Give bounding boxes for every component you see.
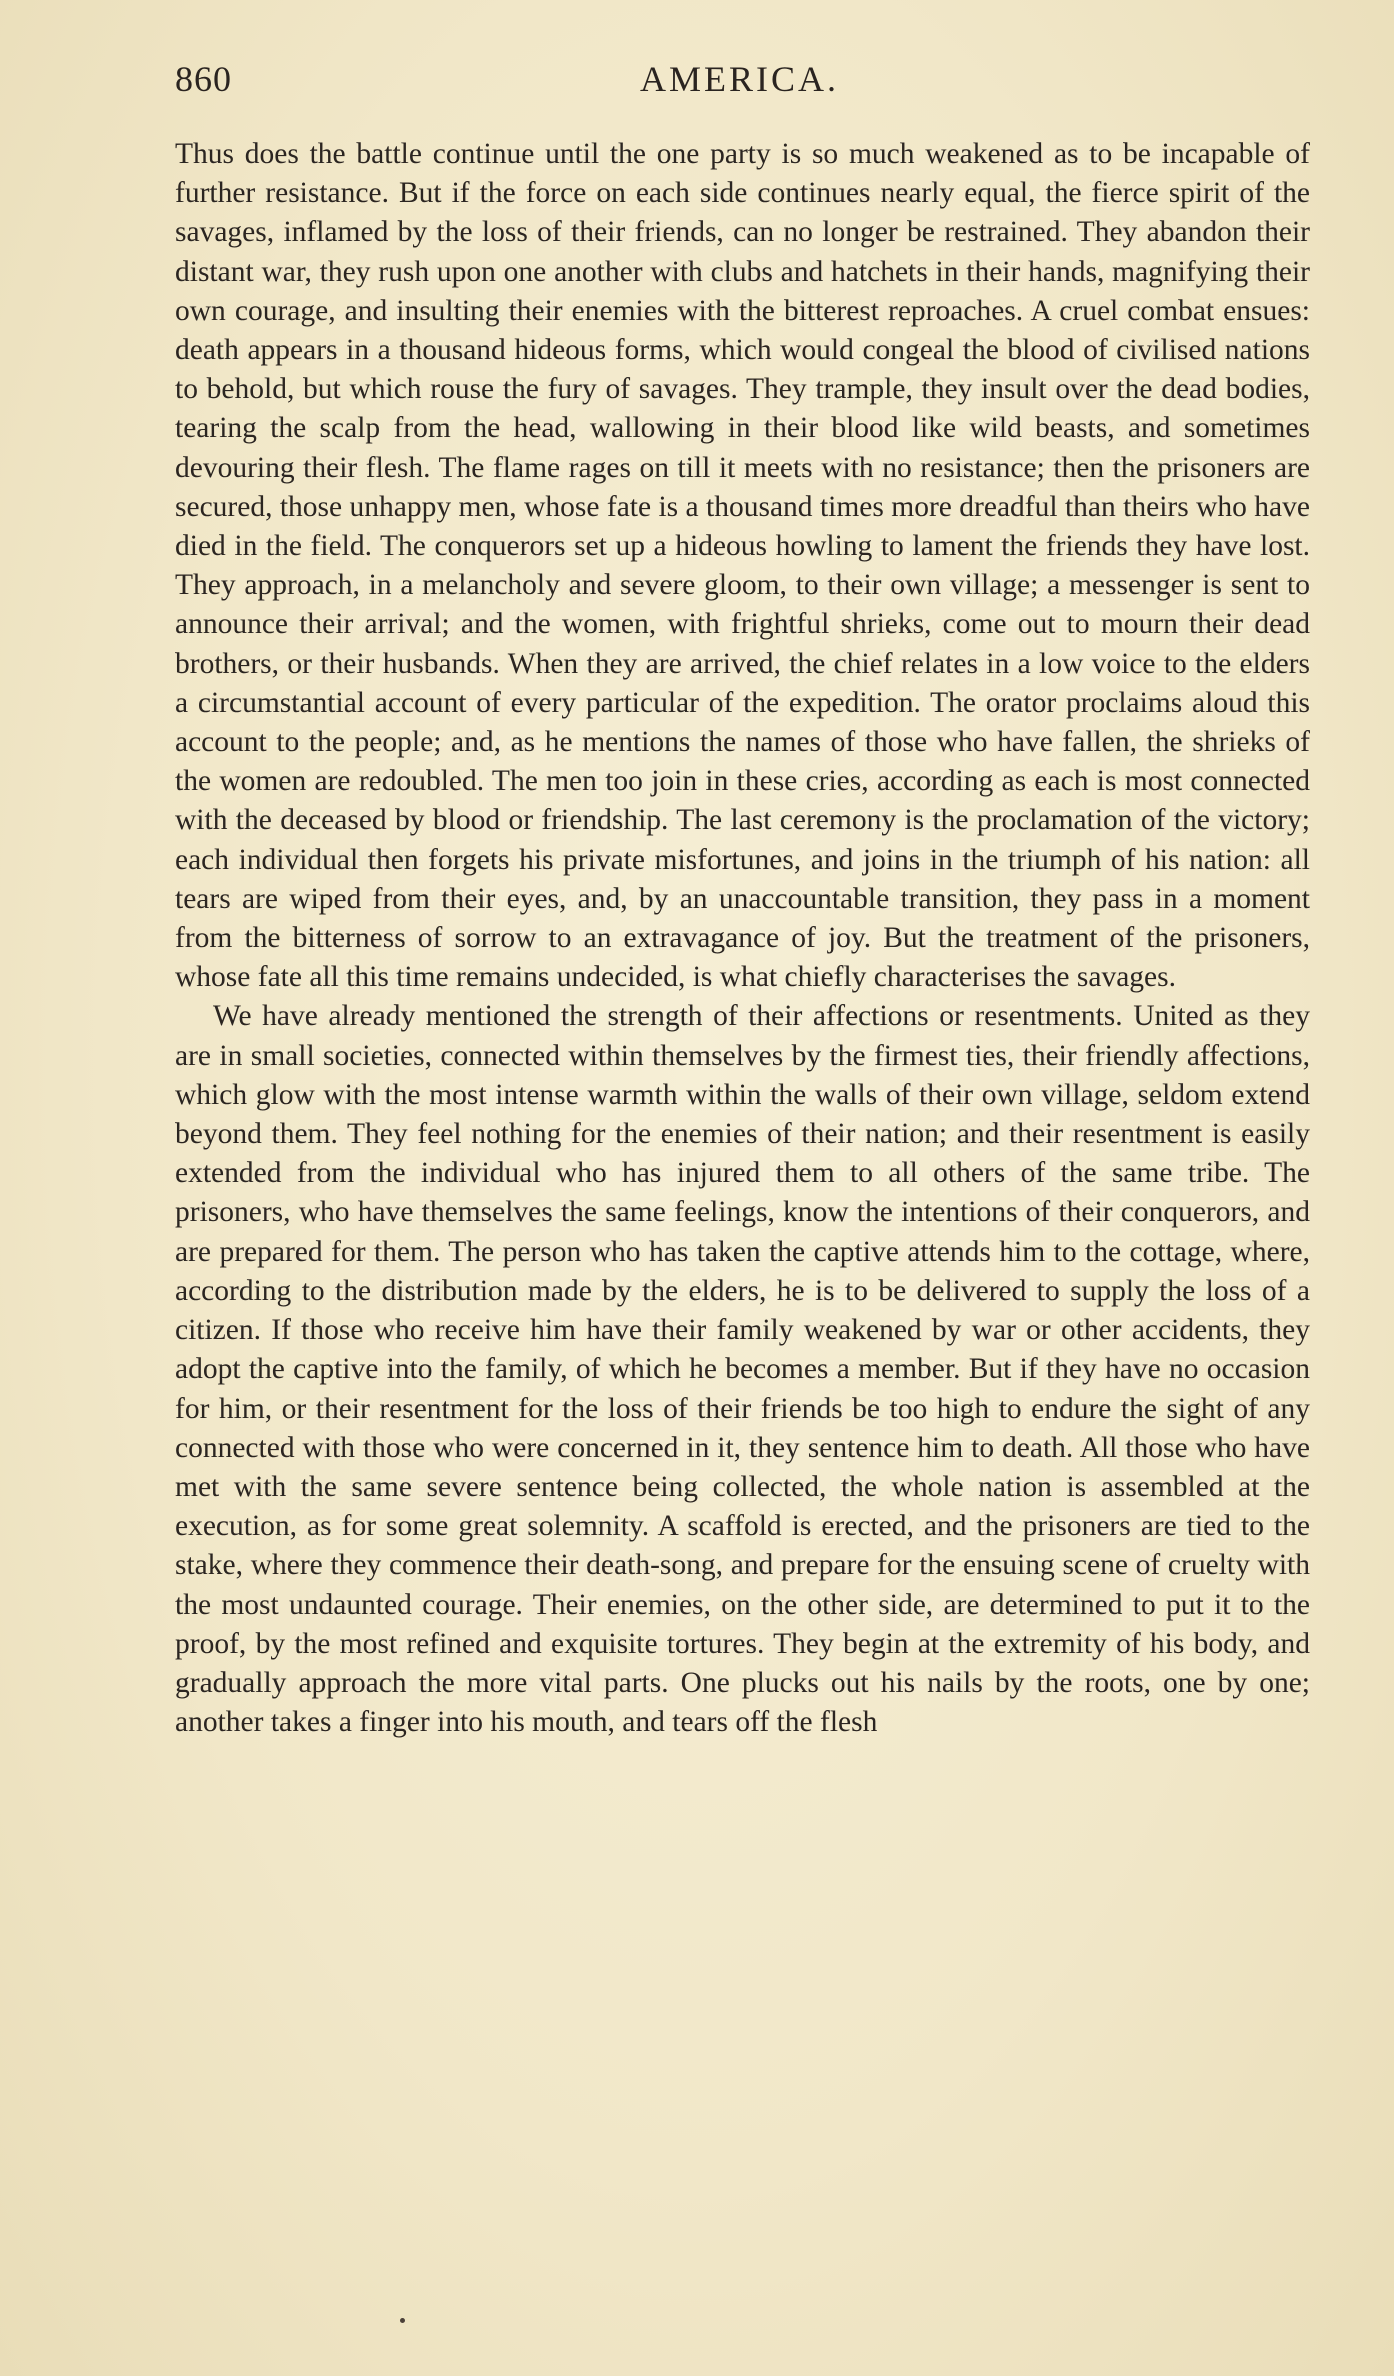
paragraph-battle: Thus does the battle continue until the one party is so much weakened as to be incapable of further resistance. But if the force on each side continues nearly equal, the fierce spirit of the savages, inflamed by the loss of their friends, can no longer be restrained. They abandon their distant war, they rush upon one another with clubs and hatchets in their hands, magnifying their own courage, and insulting their enemies with the bitterest reproaches. A cruel combat ensues: death appears in a thousand hideous forms, which would congeal the blood of civilised nations to behold, but which rouse the fury of savages. They trample, they insult over the dead bodies, tearing the scalp from the head, wallowing in their blood like wild beasts, and sometimes devouring their flesh. The flame rages on till it meets with no resistance; then the prisoners are secured, those unhappy men, whose fate is a thousand times more dreadful than theirs who have died in the field. The conquerors set up a hideous howling to lament the friends they have lost. They approach, in a melancholy and severe gloom, to their own village; a messenger is sent to announce their arrival; and the women, with frightful shrieks, come out to mourn their dead brothers, or their husbands. When they are arrived, the chief relates in a low voice to the elders a circumstantial account of every particular of the expedition. The orator proclaims aloud this account to the people; and, as he mentions the names of those who have fallen, the shrieks of the women are redoubled. The men too join in these cries, according as each is most connected with the deceased by blood or friendship. The last ceremony is the proclamation of the victory; each individual then forgets his private misfortunes, and joins in the triumph of his nation: all tears are wiped from their eyes, and, by an unaccountable transition, they pass in a moment from the bitterness of sorrow to an extravagance of joy. But the treatment of the prisoners, whose fate all this time remains undecided, is what chiefly characterises the savages. <box>175 138 1310 994</box>
paragraph-prisoners: We have already mentioned the strength of their affections or resentments. United as they are in small societies, connected within themselves by the firmest ties, their friendly affections, which glow with the most intense warmth within the walls of their own village, seldom extend beyond them. They feel nothing for the enemies of their nation; and their resentment is easily extended from the individual who has injured them to all others of the same tribe. The prisoners, who have themselves the same feelings, know the intentions of their conquerors, and are prepared for them. The person who has taken the captive attends him to the cottage, where, according to the distribution made by the elders, he is to be delivered to supply the loss of a citizen. If those who receive him have their family weakened by war or other accidents, they adopt the captive into the family, of which he becomes a member. But if they have no occasion for him, or their resentment for the loss of their friends be too high to endure the sight of any connected with those who were concerned in it, they sentence him to death. All those who have met with the same severe sentence being collected, the whole nation is assembled at the execution, as for some great solemnity. A scaffold is erected, and the prisoners are tied to the stake, where they commence their death-song, and prepare for the ensuing scene of cruelty with the most undaunted courage. Their enemies, on the other side, are determined to put it to the proof, by the most refined and exquisite tortures. They begin at the extremity of his body, and gradually approach the more vital parts. One plucks out his nails by the roots, one by one; another takes a finger into his mouth, and tears off the flesh <box>175 1000 1310 1739</box>
ink-speck <box>400 2318 405 2323</box>
running-title: AMERICA. <box>640 59 840 99</box>
running-head <box>175 58 1315 108</box>
page-number: 860 <box>175 59 232 99</box>
body-text <box>175 135 1310 1742</box>
